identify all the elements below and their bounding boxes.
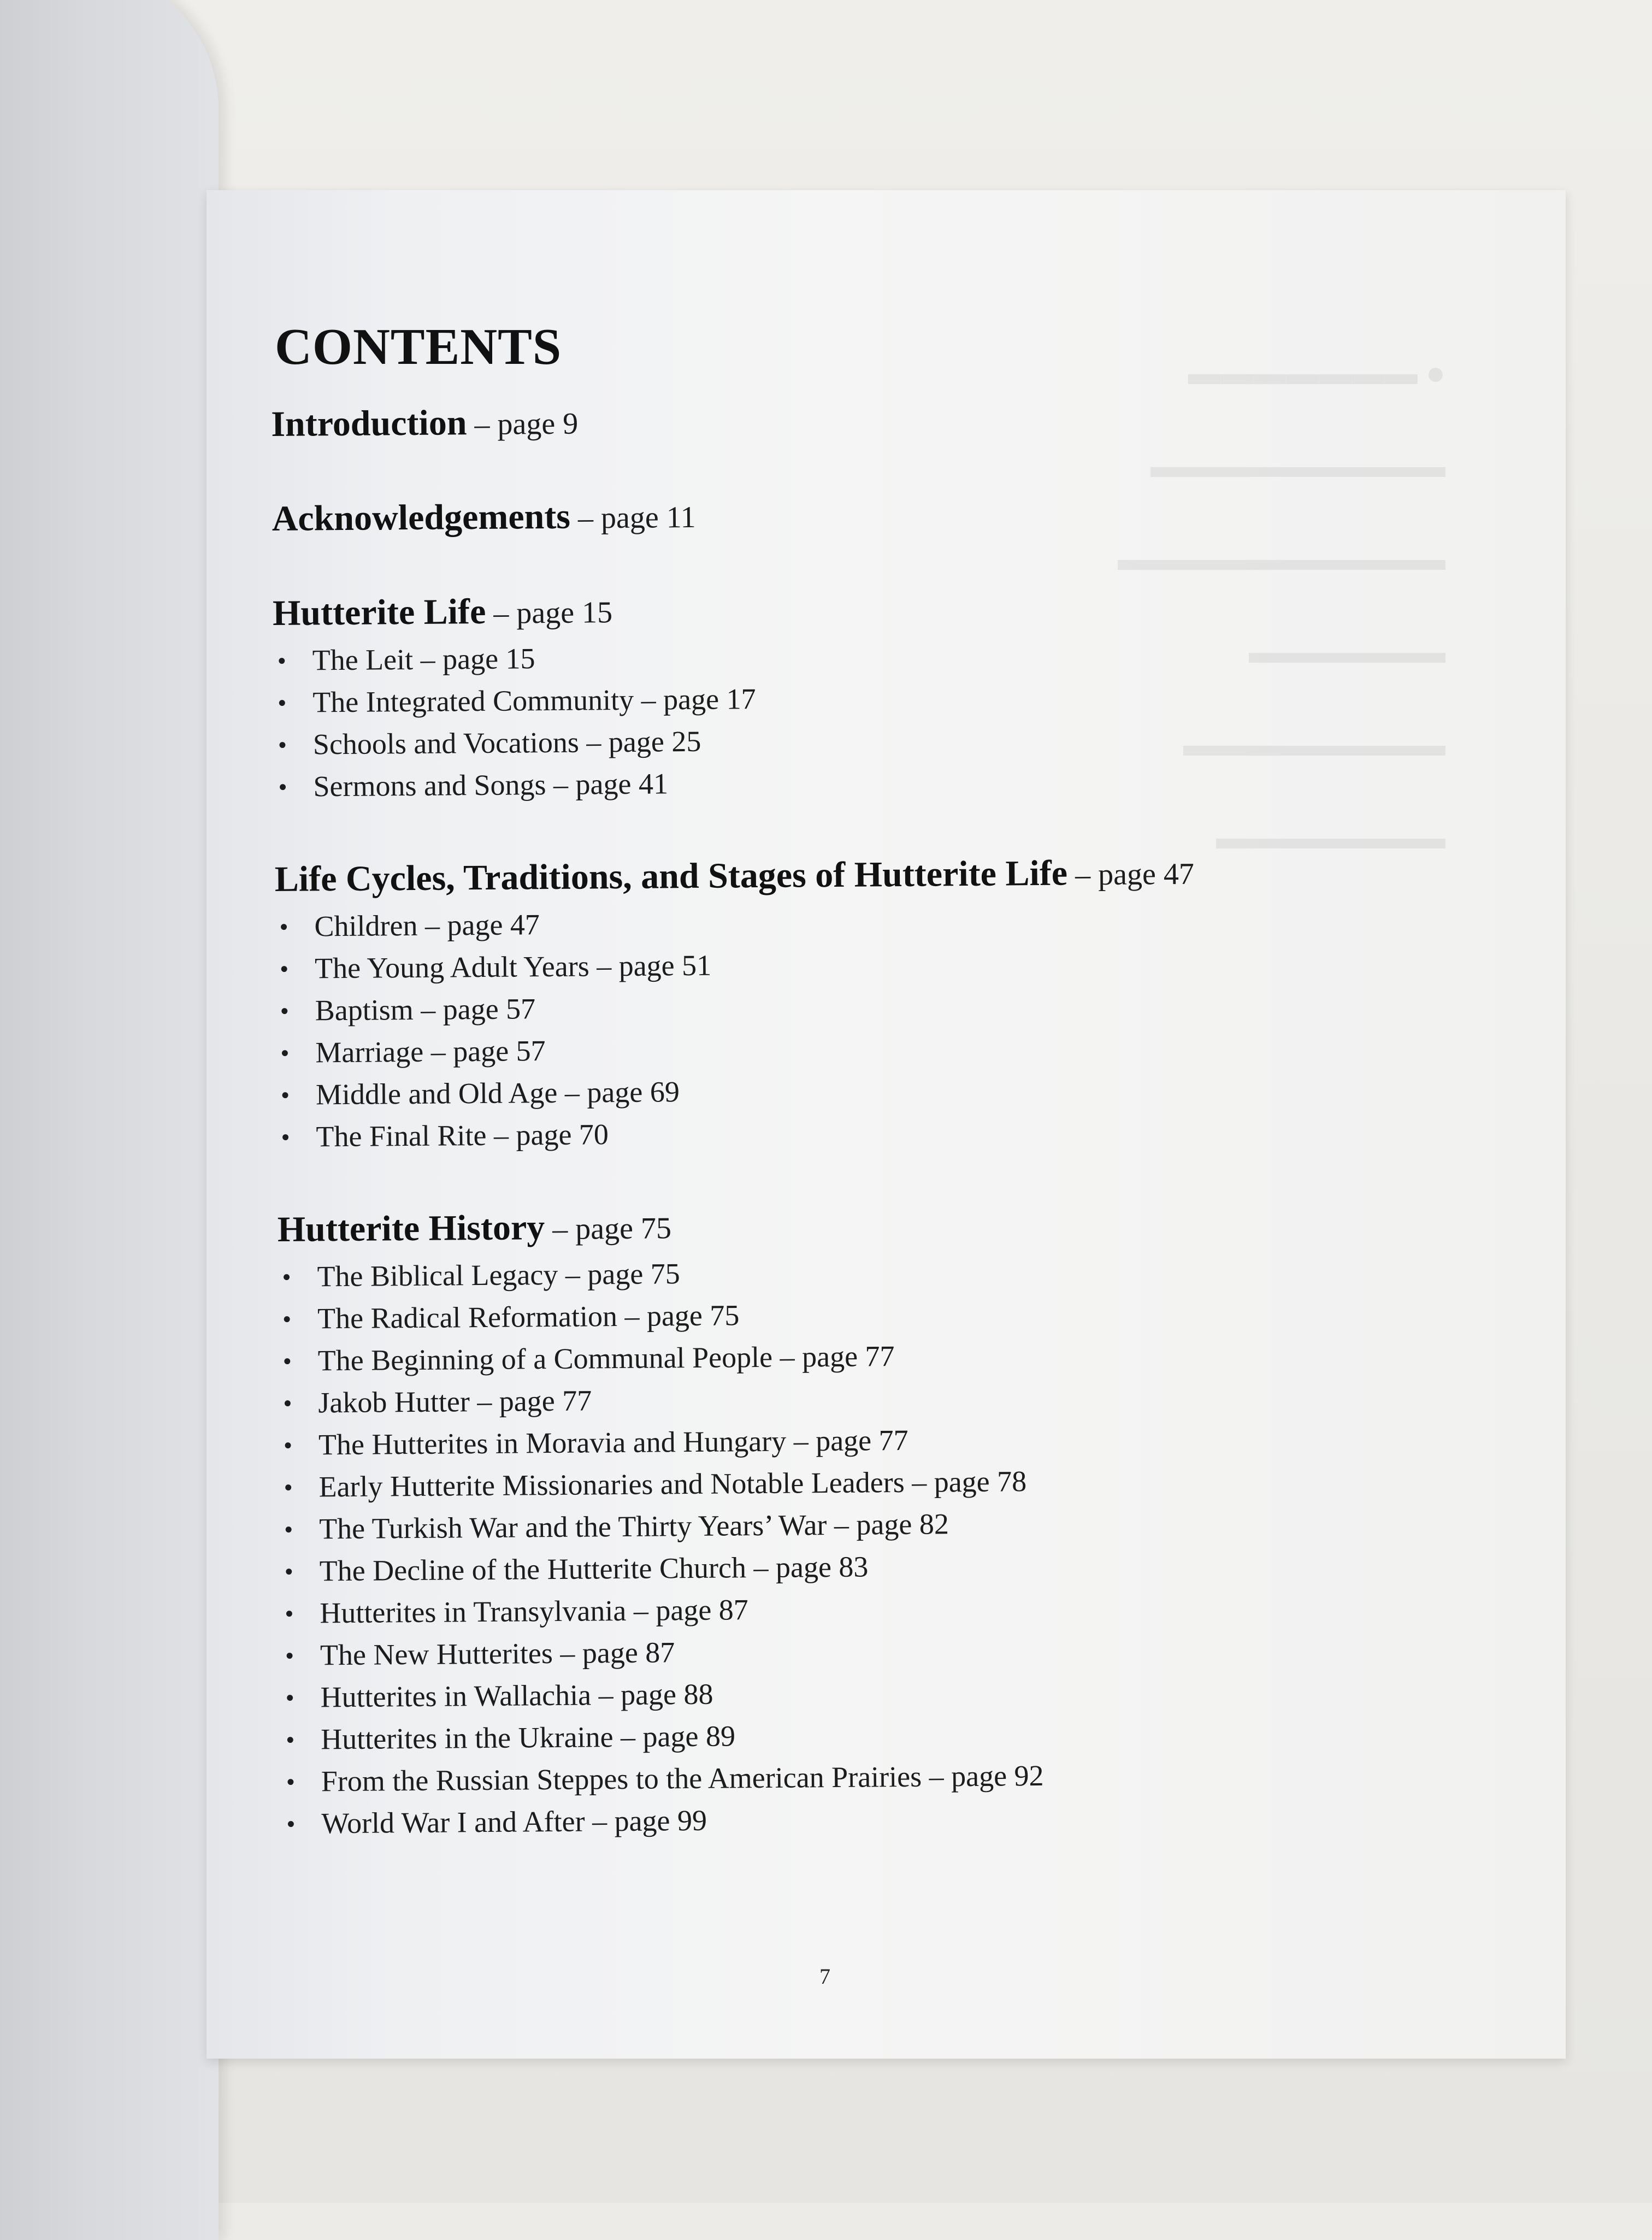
section-page-ref: – page 11 <box>570 500 696 535</box>
toc-item-text: Baptism – page 57 <box>315 992 536 1027</box>
toc-item-text: Jakob Hutter – page 77 <box>318 1384 592 1419</box>
section-item-list <box>273 630 1476 808</box>
toc-item-text: The Biblical Legacy – page 75 <box>317 1257 681 1293</box>
toc-item-text: Hutterites in Wallachia – page 88 <box>320 1677 713 1714</box>
section-page-ref: – page 9 <box>467 406 579 442</box>
show-through-text: ● ▬▬▬▬▬▬▬ ▬▬▬▬▬▬▬▬▬ ▬▬▬▬▬▬▬▬▬▬ ▬▬▬▬▬▬ ▬▬▬▬▬▬▬▬ ▬▬▬▬▬▬▬ <box>1118 355 1446 856</box>
section-heading <box>272 488 1474 542</box>
bullet-icon: • <box>278 773 287 801</box>
previous-page-edge <box>0 0 219 2240</box>
toc-item-text: The New Hutterites – page 87 <box>320 1636 675 1672</box>
bullet-icon: • <box>280 997 290 1025</box>
toc-item-text: The Final Rite – page 70 <box>316 1118 609 1153</box>
section-title: Life Cycles, Traditions, and Stages of Hutterite Life <box>274 853 1068 899</box>
bullet-icon: • <box>284 1557 294 1585</box>
bullet-icon: • <box>282 1347 292 1375</box>
toc-item-text: The Beginning of a Communal People – page 77 <box>317 1340 895 1377</box>
bullet-icon: • <box>278 730 287 759</box>
toc-section <box>272 488 1474 542</box>
section-title: Introduction <box>271 403 467 444</box>
section-heading <box>278 1199 1480 1253</box>
toc-item-text: Early Hutterite Missionaries and Notable Leaders – page 78 <box>318 1465 1027 1504</box>
bullet-icon: • <box>280 1081 290 1109</box>
toc-section <box>271 394 1473 447</box>
book-page <box>206 190 1566 2059</box>
page-title: CONTENTS <box>275 319 562 375</box>
section-item-list <box>278 1247 1484 1845</box>
toc-item-text: World War I and After – page 99 <box>321 1803 707 1840</box>
toc-section <box>273 583 1476 808</box>
bullet-icon: • <box>285 1683 294 1712</box>
section-heading <box>273 583 1475 636</box>
toc-list-item <box>282 1794 1484 1845</box>
table-of-contents <box>271 394 1484 1895</box>
toc-item-text: Hutterites in Transylvania – page 87 <box>320 1593 749 1630</box>
toc-section <box>278 1199 1484 1845</box>
toc-item-text: The Integrated Community – page 17 <box>312 682 756 719</box>
toc-item-text: The Decline of the Hutterite Church – page 83 <box>319 1550 869 1588</box>
bullet-icon: • <box>277 646 287 675</box>
bullet-icon: • <box>281 1123 290 1151</box>
bullet-icon: • <box>278 688 287 717</box>
toc-item-text: The Radical Reformation – page 75 <box>317 1299 740 1335</box>
section-heading <box>275 849 1477 903</box>
toc-item-text: From the Russian Steppes to the American Prairies – page 92 <box>321 1759 1044 1798</box>
toc-item-text: The Leit – page 15 <box>312 642 535 677</box>
bullet-icon: • <box>285 1599 294 1628</box>
bullet-icon: • <box>284 1473 293 1501</box>
toc-list-item <box>276 1107 1479 1158</box>
toc-item-text: The Young Adult Years – page 51 <box>314 948 712 985</box>
bullet-icon: • <box>282 1305 292 1333</box>
section-page-ref: – page 47 <box>1067 857 1195 892</box>
toc-list-item <box>274 757 1476 808</box>
bullet-icon: • <box>284 1515 293 1543</box>
toc-item-text: The Hutterites in Moravia and Hungary – page 77 <box>318 1423 908 1461</box>
toc-item-text: Sermons and Songs – page 41 <box>313 767 669 803</box>
toc-item-text: The Turkish War and the Thirty Years’ War – page 82 <box>318 1507 949 1546</box>
bullet-icon: • <box>279 954 289 983</box>
toc-item-text: Marriage – page 57 <box>315 1034 546 1069</box>
bullet-icon: • <box>286 1725 295 1754</box>
toc-item-text: Children – page 47 <box>314 908 540 943</box>
section-page-ref: – page 15 <box>486 596 613 630</box>
bullet-icon: • <box>286 1767 296 1796</box>
section-title: Acknowledgements <box>272 496 571 539</box>
bullet-icon: • <box>280 1039 290 1067</box>
bullet-icon: • <box>285 1641 294 1670</box>
section-heading <box>271 394 1473 447</box>
toc-item-text: Middle and Old Age – page 69 <box>315 1075 680 1111</box>
page-number: 7 <box>819 1964 830 1989</box>
section-page-ref: – page 75 <box>544 1211 672 1247</box>
bullet-icon: • <box>282 1263 291 1291</box>
bullet-icon: • <box>283 1389 292 1417</box>
bullet-icon: • <box>286 1809 296 1838</box>
toc-section <box>275 849 1479 1158</box>
toc-item-text: Schools and Vocations – page 25 <box>312 724 701 761</box>
bullet-icon: • <box>283 1431 293 1459</box>
bullet-icon: • <box>279 912 288 941</box>
section-item-list <box>275 897 1479 1158</box>
section-title: Hutterite Life <box>272 591 486 633</box>
toc-item-text: Hutterites in the Ukraine – page 89 <box>320 1719 736 1756</box>
section-title: Hutterite History <box>277 1207 545 1249</box>
